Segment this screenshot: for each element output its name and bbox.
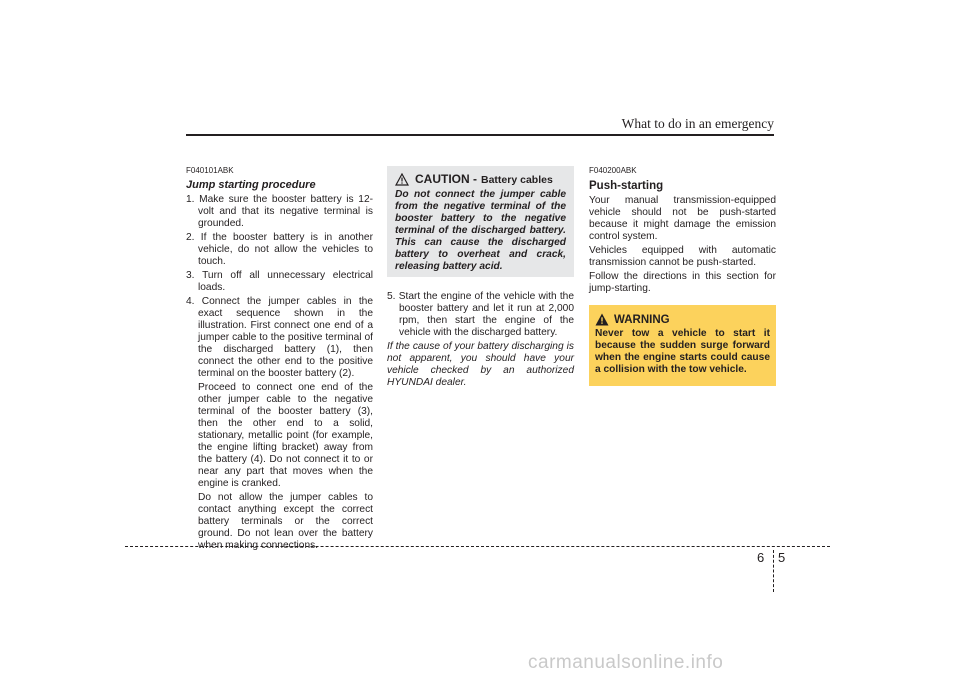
caution-text: Do not connect the jumper cable from the negative terminal of the booster battery to the negative terminal of the discharged battery. This can cause the discharged battery to overheat and crack, releasing battery acid. [395,189,566,272]
section-code: F040200ABK [589,166,637,175]
header-title: What to do in an emergency [621,116,774,131]
warning-text: Never tow a vehicle to start it because the sudden surge forward when the engine starts could cause a collision with the tow vehicle. [595,328,770,375]
section-code: F040101ABK [186,166,234,175]
section-heading: Push-starting [589,180,664,192]
paragraph: Your manual transmission-equipped vehicle should not be push-started because it might damage the emission control system. [589,195,776,242]
step-5: 5. Start the engine of the vehicle with the booster battery and let it run at 2,000 rpm, then start the engine of the vehicle with the discharged battery. [387,291,574,338]
italic-note: If the cause of your battery discharging is not apparent, you should have your vehicle checked by an authorized HYUNDAI dealer. [387,341,574,388]
warning-triangle-icon [595,313,609,326]
step-2: 2. If the booster battery is in another vehicle, do not allow the vehicles to touch. [186,232,373,267]
warning-header [595,313,770,326]
step-1: 1. Make sure the booster battery is 12-volt and that its negative terminal is grounded. [186,194,373,229]
caution-box [387,166,574,277]
section-heading: Jump starting procedure [186,179,316,191]
step-4: 4. Connect the jumper cables in the exact sequence shown in the illustration. First connect one end of a jumper cable to the positive terminal of the discharged battery (1), then connect the other end to the positive terminal on the booster battery (2). [186,296,373,379]
caution-header [395,172,566,186]
paragraph: Do not allow the jumper cables to contact anything except the correct battery terminals or the correct ground. Do not lean over the battery when making connections. [198,492,373,551]
warning-box [589,305,776,386]
header-rule [186,134,774,136]
page-number-divider [773,550,774,592]
paragraph: Proceed to connect one end of the other jumper cable to the negative terminal of the booster battery (3), then the other end to a solid, stationary, metallic point (for example, the engine lifting bracket) away from the battery (4). Do not connect it to or near any part that moves when the engine is cranked. [198,382,373,489]
caution-title: CAUTION - [415,172,477,186]
warning-title: WARNING [614,313,670,326]
caution-subtitle: Battery cables [481,174,553,186]
page-number: 5 [778,550,786,565]
step-3: 3. Turn off all unnecessary electrical loads. [186,270,373,293]
right-column [589,166,776,386]
footer-rule [125,546,830,547]
paragraph: Vehicles equipped with automatic transmission cannot be push-started. [589,245,776,268]
watermark: carmanualsonline.info [528,652,724,673]
paragraph: Follow the directions in this section for jump-starting. [589,271,776,294]
chapter-number: 6 [757,550,765,565]
caution-triangle-icon [395,173,409,186]
left-column [186,166,373,554]
middle-column [387,166,574,389]
